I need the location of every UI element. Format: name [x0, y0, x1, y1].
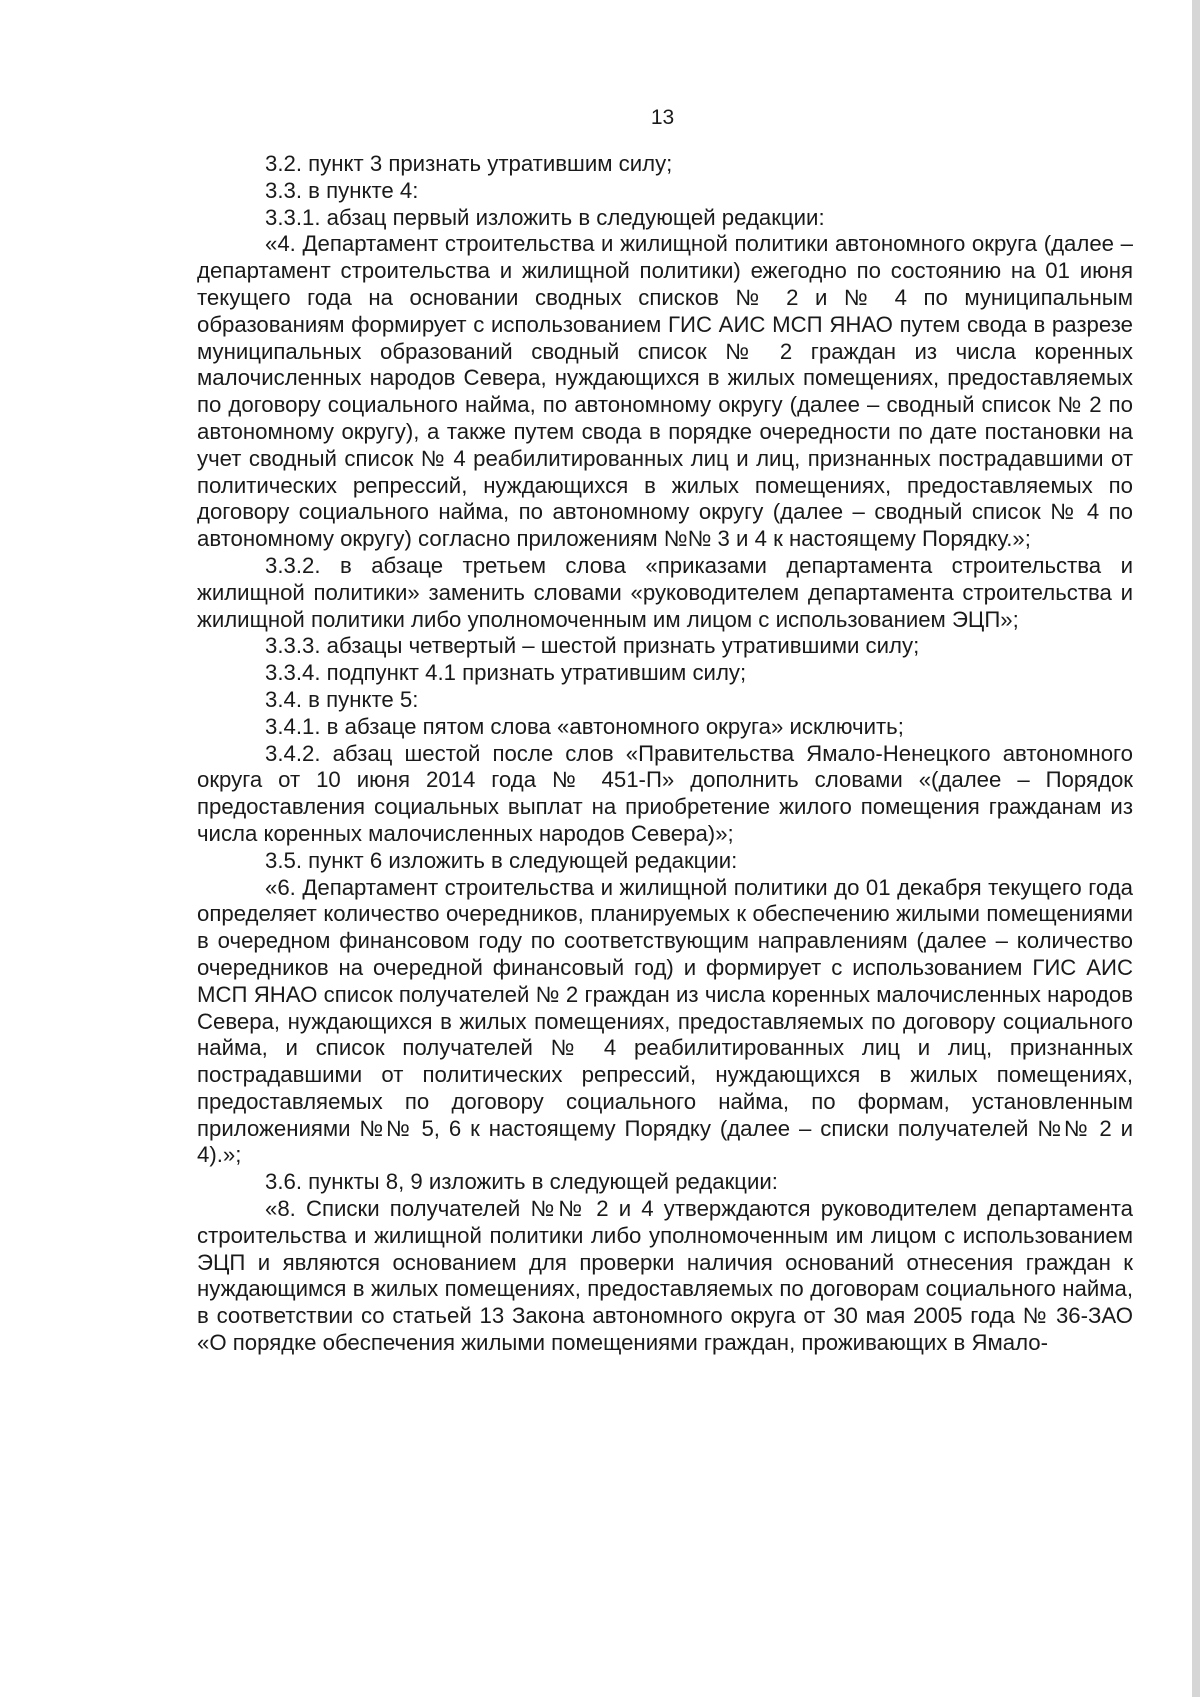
paragraph-3-2: 3.2. пункт 3 признать утратившим силу;: [265, 151, 673, 176]
paragraph-3-3-1: 3.3.1. абзац первый изложить в следующей редакции:: [265, 204, 825, 230]
paragraph-quote-8: «8. Списки получателей №№ 2 и 4 утверждаются руководителем департамента строительства и жилищной политики либо уполномоченным им лицом с использованием ЭЦП и являются основанием для проверки наличия оснований отнесения граждан к нуждающимся в жилых помещениях, предоставляемых по договорам социального найма, в соответствии со статьей 13 Закона автономного округа от 30 мая 2005 года № 36-ЗАО «О порядке обеспечения жилыми помещениями граждан, проживающих в Ямало-: [197, 1196, 1133, 1356]
page-edge-shadow: [1192, 0, 1200, 1697]
document-body: [197, 151, 1133, 1357]
paragraph-3-3-3: 3.3.3. абзацы четвертый – шестой признать утратившими силу;: [265, 633, 920, 659]
paragraph-3-4-1: 3.4.1. в абзаце пятом слова «автономного округа» исключить;: [265, 713, 904, 739]
paragraph-3-6: 3.6. пункты 8, 9 изложить в следующей редакции:: [265, 1169, 778, 1195]
paragraph-3-4: 3.4. в пункте 5:: [265, 686, 419, 712]
paragraph-3-5: 3.5. пункт 6 изложить в следующей редакции:: [265, 847, 738, 873]
paragraph-3-3-4: 3.3.4. подпункт 4.1 признать утратившим силу;: [265, 660, 747, 686]
paragraph-3-3: 3.3. в пункте 4:: [265, 177, 419, 203]
paragraph-quote-4: «4. Департамент строительства и жилищной политики автономного округа (далее – департамент строительства и жилищной политики) ежегодно по состоянию на 01 июня текущего года на основании сводных списков № 2 и № 4 по муниципальным образованиям формирует с использованием ГИС АИС МСП ЯНАО путем свода в разрезе муниципальных образований сводный список № 2 граждан из числа коренных малочисленных народов Севера, нуждающихся в жилых помещениях, предоставляемых по договору социального найма, по автономному округу (далее – сводный список № 2 по автономному округу), а также путем свода в порядке очередности по дате постановки на учет сводный список № 4 реабилитированных лиц и лиц, признанных пострадавшими от политических репрессий, нуждающихся в жилых помещениях, предоставляемых по договору социального найма, по автономному округу (далее – сводный список № 4 по автономному округу) согласно приложениям №№ 3 и 4 к настоящему Порядку.»;: [197, 231, 1133, 552]
paragraph-3-3-2: 3.3.2. в абзаце третьем слова «приказами департамента строительства и жилищной политики» заменить словами «руководителем департамента строительства и жилищной политики либо уполномоченным им лицом с использованием ЭЦП»;: [197, 552, 1133, 632]
paragraph-3-4-2: 3.4.2. абзац шестой после слов «Правительства Ямало-Ненецкого автономного округа от 10 июня 2014 года № 451-П» дополнить словами «(далее – Порядок предоставления социальных выплат на приобретение жилого помещения гражданам из числа коренных малочисленных народов Севера)»;: [197, 740, 1133, 846]
paragraph-quote-6: «6. Департамент строительства и жилищной политики до 01 декабря текущего года определяет количество очередников, планируемых к обеспечению жилыми помещениями в очередном финансовом году по соответствующим направлениям (далее – количество очередников на очередной финансовый год) и формирует с использованием ГИС АИС МСП ЯНАО список получателей № 2 граждан из числа коренных малочисленных народов Севера, нуждающихся в жилых помещениях, предоставляемых по договору социального найма, и список получателей № 4 реабилитированных лиц и лиц, признанных пострадавшими от политических репрессий, нуждающихся в жилых помещениях, предоставляемых по договору социального найма, по формам, установленным приложениями №№ 5, 6 к настоящему Порядку (далее – списки получателей №№ 2 и 4).»;: [197, 874, 1133, 1168]
page-number: 13: [650, 106, 675, 129]
